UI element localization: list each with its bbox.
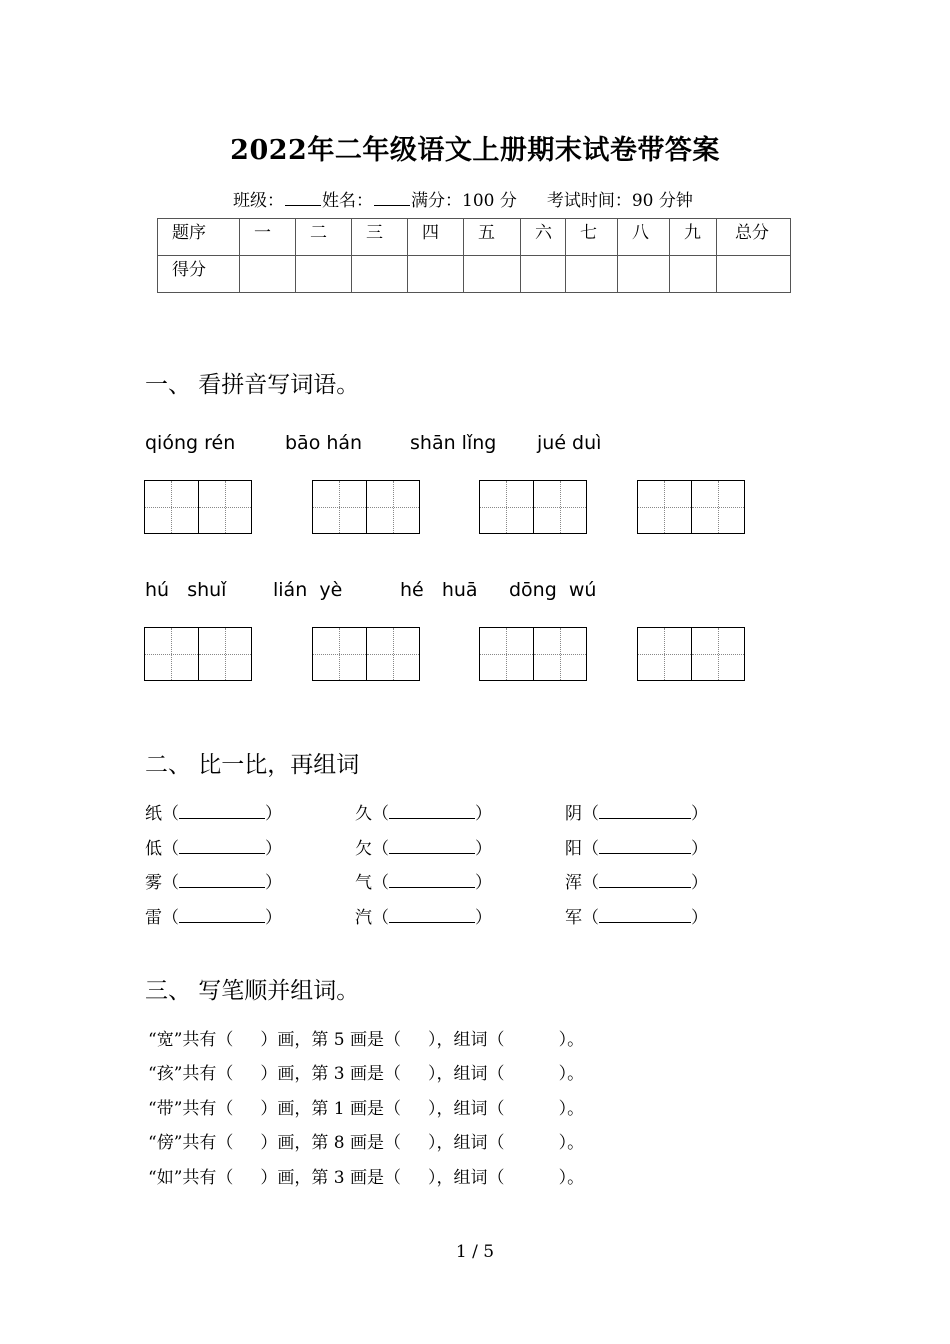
- writing-grid[interactable]: [312, 627, 420, 681]
- writing-grid[interactable]: [312, 480, 420, 534]
- writing-grid[interactable]: [637, 627, 745, 681]
- table-cell: 二: [296, 219, 352, 256]
- compare-item: 欠（ ）: [355, 839, 492, 859]
- pinyin-label: qióng rén: [145, 432, 236, 454]
- compare-item: 气（ ）: [355, 873, 492, 893]
- score-cell[interactable]: [670, 256, 717, 293]
- compare-item: 浑（ ）: [565, 873, 708, 893]
- compare-item: 阴（ ）: [565, 804, 708, 824]
- writing-grid[interactable]: [144, 627, 252, 681]
- score-cell[interactable]: [296, 256, 352, 293]
- full-score: 满分：100 分: [411, 191, 517, 211]
- score-cell[interactable]: [408, 256, 464, 293]
- pinyin-label: bāo hán: [285, 432, 363, 454]
- stroke-question[interactable]: “宽”共有（ ）画，第 5 画是（ ），组词（ ）。: [148, 1030, 585, 1050]
- section2-title: 二、 比一比，再组词: [145, 752, 360, 778]
- table-cell: 八: [618, 219, 670, 256]
- table-cell: 得分: [158, 256, 240, 293]
- compare-item: 军（ ）: [565, 908, 708, 928]
- page-title: 2022年二年级语文上册期末试卷带答案: [230, 135, 720, 166]
- score-cell[interactable]: [717, 256, 791, 293]
- table-cell: 三: [352, 219, 408, 256]
- pinyin-label: jué duì: [537, 432, 602, 454]
- writing-grid[interactable]: [144, 480, 252, 534]
- pinyin-label: shān lǐng: [410, 432, 497, 454]
- score-cell[interactable]: [566, 256, 618, 293]
- compare-item: 雾（ ）: [145, 873, 282, 893]
- compare-item: 纸（ ）: [145, 804, 282, 824]
- score-cell[interactable]: [618, 256, 670, 293]
- section1-title: 一、 看拼音写词语。: [145, 372, 360, 398]
- writing-grid[interactable]: [479, 480, 587, 534]
- score-cell[interactable]: [352, 256, 408, 293]
- table-cell: 六: [521, 219, 566, 256]
- stroke-question[interactable]: “如”共有（ ）画，第 3 画是（ ），组词（ ）。: [148, 1168, 585, 1188]
- name-label: 姓名：: [322, 191, 373, 211]
- table-cell: 一: [240, 219, 296, 256]
- class-blank[interactable]: [285, 191, 321, 206]
- score-cell[interactable]: [240, 256, 296, 293]
- class-label: 班级：: [233, 191, 284, 211]
- score-table-score-row: [158, 256, 791, 293]
- score-table-header-row: [158, 219, 791, 256]
- table-cell: 九: [670, 219, 717, 256]
- section3-title: 三、 写笔顺并组词。: [145, 978, 360, 1004]
- table-cell: 总分: [717, 219, 791, 256]
- compare-item: 阳（ ）: [565, 839, 708, 859]
- writing-grid[interactable]: [479, 627, 587, 681]
- compare-item: 久（ ）: [355, 804, 492, 824]
- stroke-question[interactable]: “傍”共有（ ）画，第 8 画是（ ），组词（ ）。: [148, 1133, 585, 1153]
- pinyin-label: hú shuǐ: [145, 579, 227, 601]
- table-cell: 四: [408, 219, 464, 256]
- name-blank[interactable]: [374, 191, 410, 206]
- compare-item: 低（ ）: [145, 839, 282, 859]
- score-cell[interactable]: [464, 256, 521, 293]
- pinyin-label: lián yè: [273, 579, 343, 601]
- table-cell: 七: [566, 219, 618, 256]
- stroke-question[interactable]: “孩”共有（ ）画，第 3 画是（ ），组词（ ）。: [148, 1064, 585, 1084]
- exam-time: 考试时间：90 分钟: [546, 191, 693, 211]
- page-number: 1 / 5: [455, 1242, 495, 1262]
- writing-grid[interactable]: [637, 480, 745, 534]
- compare-item: 汽（ ）: [355, 908, 492, 928]
- table-cell: 题序: [158, 219, 240, 256]
- pinyin-label: dōng wú: [509, 579, 597, 601]
- score-table: [157, 218, 791, 293]
- compare-item: 雷（ ）: [145, 908, 282, 928]
- table-cell: 五: [464, 219, 521, 256]
- score-cell[interactable]: [521, 256, 566, 293]
- pinyin-label: hé huā: [400, 579, 478, 601]
- exam-info: [233, 186, 693, 211]
- stroke-question[interactable]: “带”共有（ ）画，第 1 画是（ ），组词（ ）。: [148, 1099, 585, 1119]
